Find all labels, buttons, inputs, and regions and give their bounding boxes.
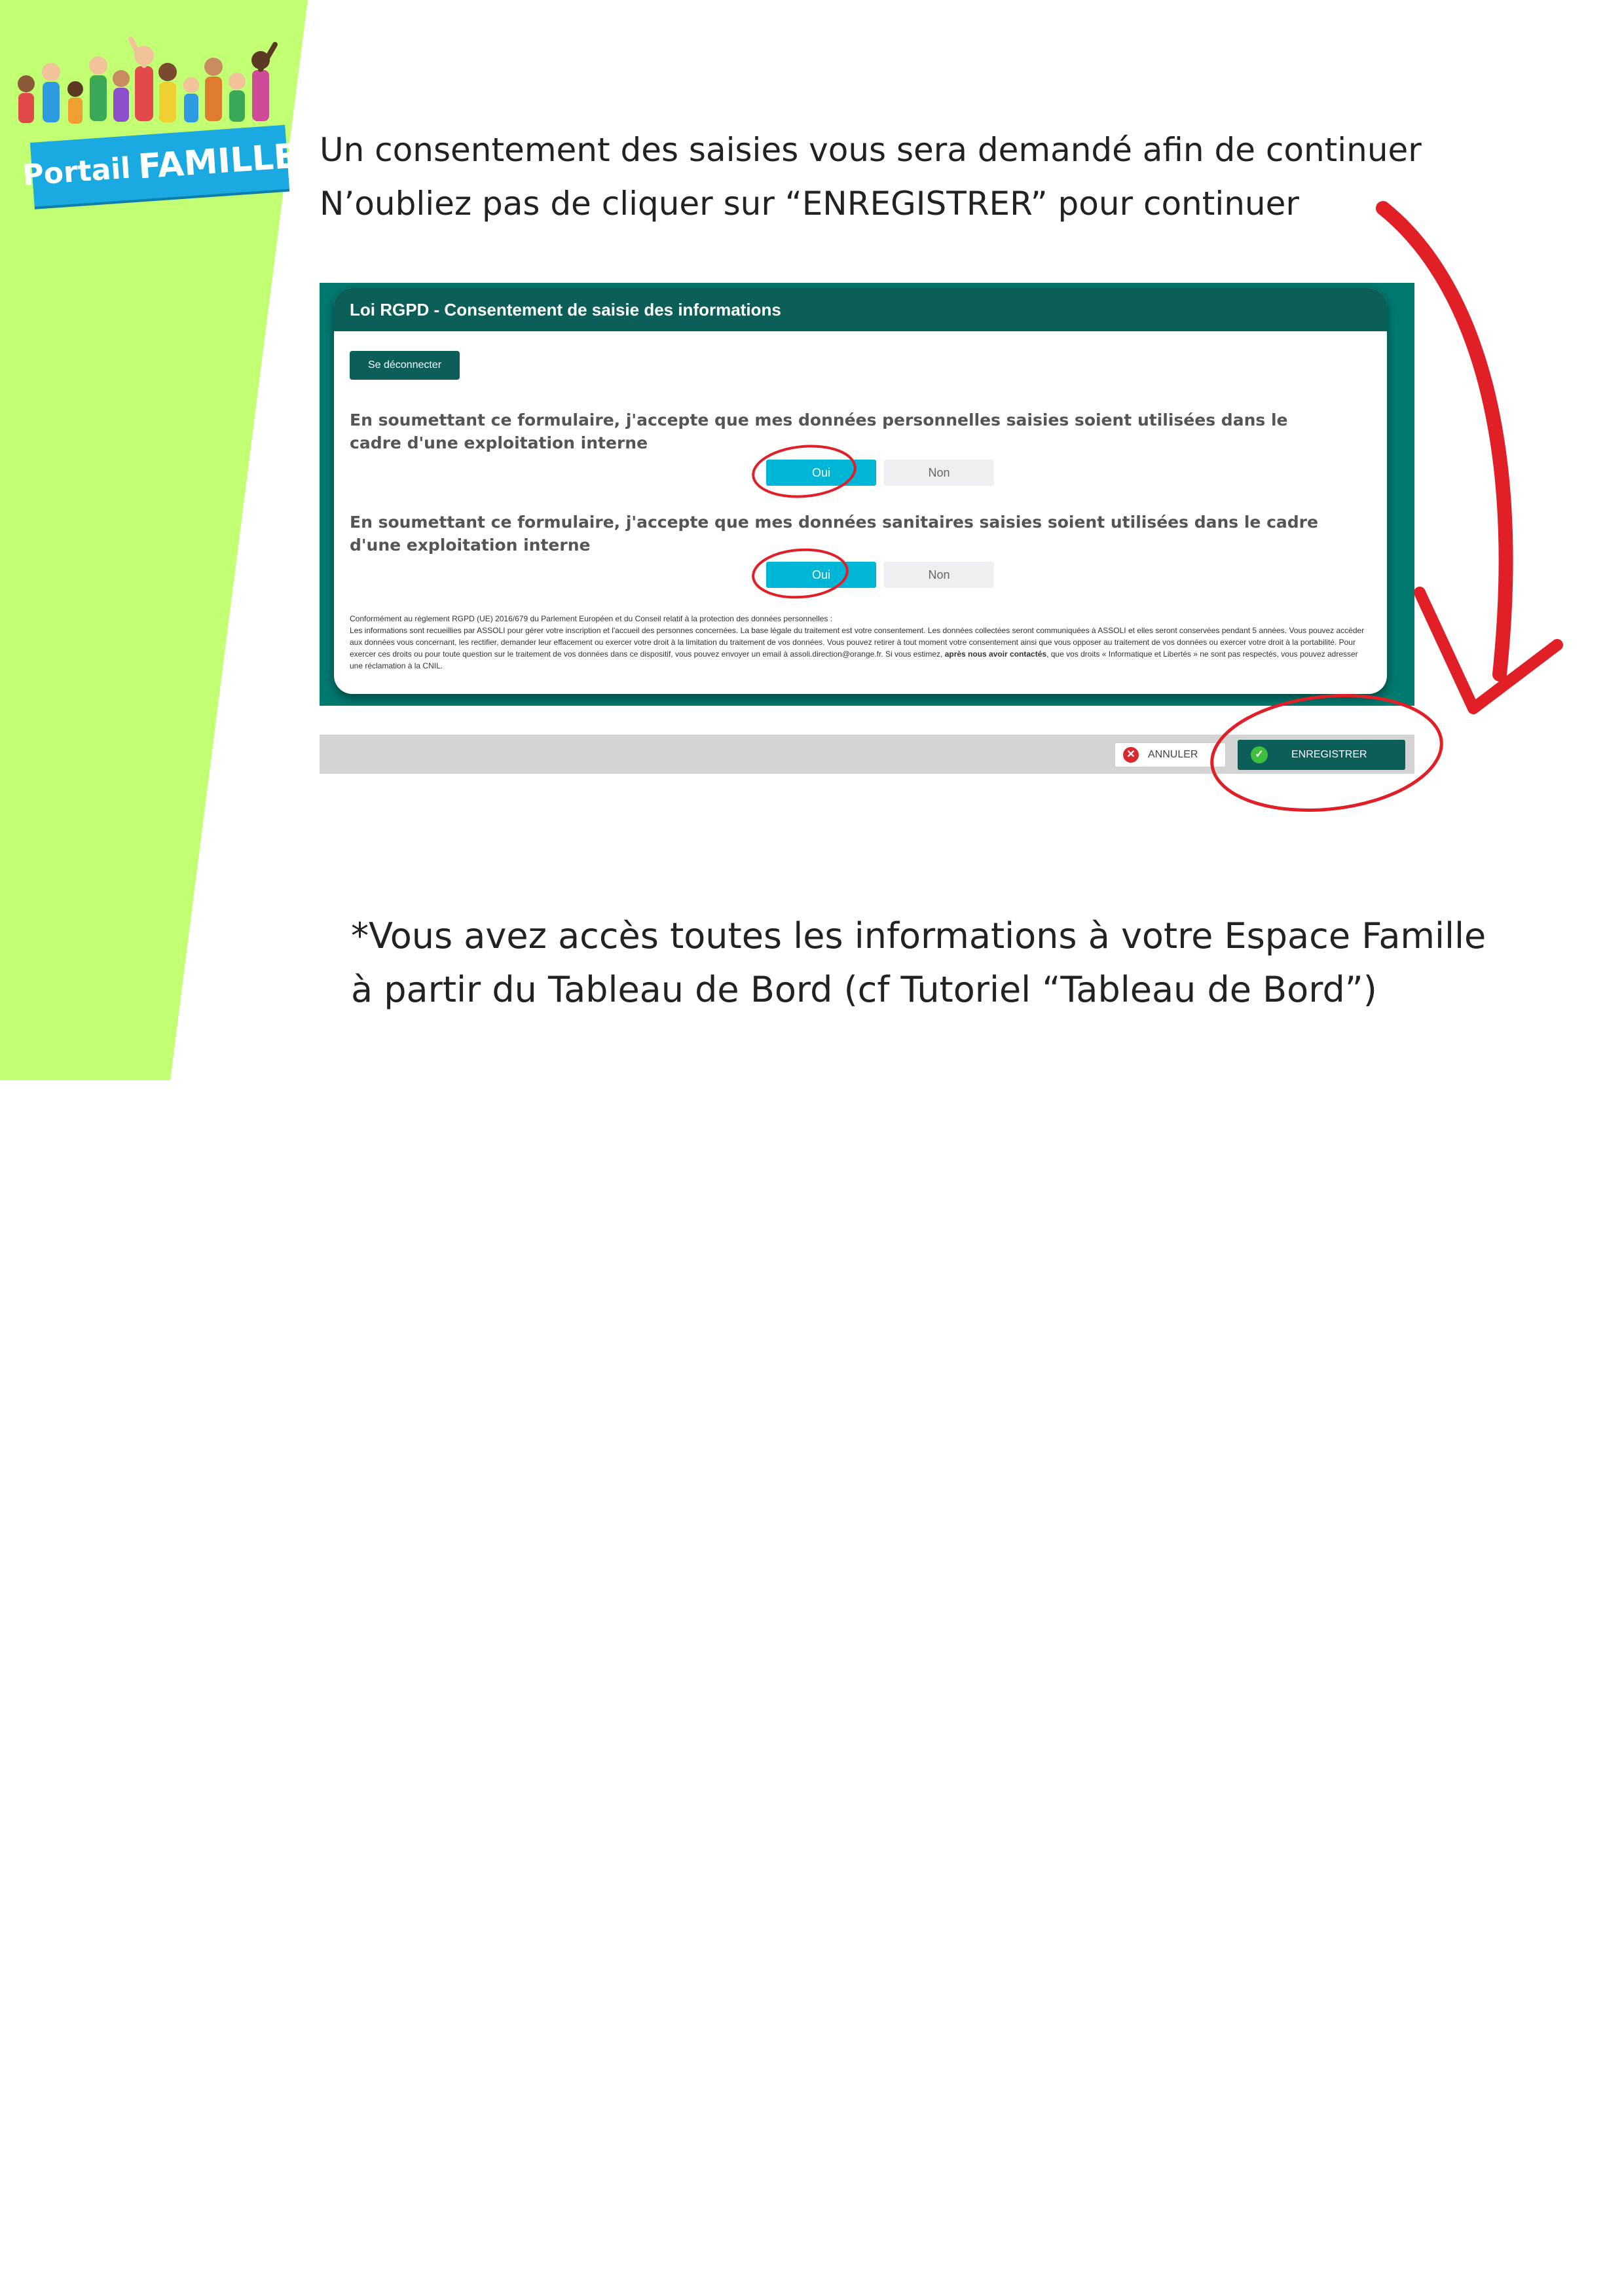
x-circle-icon: ✕	[1123, 747, 1139, 763]
consent-personal-yes-button[interactable]: Oui	[766, 460, 876, 486]
consent-health-data-text: En soumettant ce formulaire, j'accepte que mes données sanitaires saisies soient utilisées dans le cadre d'une exploitation interne	[350, 513, 1318, 555]
consent-personal-data-text: En soumettant ce formulaire, j'accepte que mes données personnelles saisies soient utilisées dans le cadre d'une exploitation interne	[350, 410, 1288, 452]
legal-notice-line-2: Les informations sont recueillies par ASSOLI pour gérer votre inscription et l'accueil des personnes concernées. La base légale du traitement est votre consentement. Les données collectées seront communiquées à ASSOLI et elles seront conservées pendant 5 années. Vous pouvez accéder aux données vous concernant, les rectifier, demander leur effacement ou exercer votre droit à la limitation du traitement de vos données. Vous pouvez retirer à tout moment votre consentement ainsi que vous opposer au traitement de vos données ou exercer votre droit à la portabilité. Pour exercer ces droits ou pour toute question sur le traitement de vos données dans ce dispositif, vous pouvez envoyer un email à assoli.direction@orange.fr. Si vous estimez,	[350, 626, 1365, 659]
cancel-button[interactable]	[1115, 742, 1226, 767]
modal-header-title: Loi RGPD - Consentement de saisie des informations	[334, 288, 1387, 331]
gdpr-legal-notice	[350, 613, 1371, 672]
rgpd-consent-modal	[334, 288, 1387, 694]
note-text-line-2: à partir du Tableau de Bord (cf Tutoriel “Tableau de Bord”)	[351, 969, 1377, 1010]
cancel-button-label: ANNULER	[1148, 749, 1198, 760]
red-arrow-head	[1420, 592, 1557, 708]
consent-health-no-button[interactable]: Non	[884, 562, 994, 588]
save-button-label: ENREGISTRER	[1291, 749, 1367, 760]
consent-health-yes-button[interactable]: Oui	[766, 562, 876, 588]
logout-button[interactable]: Se déconnecter	[350, 351, 460, 380]
save-button[interactable]	[1238, 740, 1405, 770]
legal-notice-line-1: Conformément au règlement RGPD (UE) 2016/679 du Parlement Européen et du Conseil relatif à la protection des données personnelles :	[350, 614, 833, 623]
logo-label-small: Portail	[21, 151, 132, 192]
intro-text-line-1: Un consentement des saisies vous sera demandé afin de continuer	[320, 131, 1422, 169]
note-text-line-1: *Vous avez accès toutes les informations à votre Espace Famille	[351, 915, 1486, 957]
intro-text-line-2: N’oubliez pas de cliquer sur “ENREGISTRER” pour continuer	[320, 185, 1299, 223]
logo-label-big: FAMILLE	[137, 136, 299, 187]
check-circle-icon: ✓	[1251, 746, 1268, 763]
portail-famille-logo	[13, 26, 299, 196]
legal-notice-body	[350, 625, 1371, 672]
consent-personal-no-button[interactable]: Non	[884, 460, 994, 486]
legal-notice-line-3: , que vos droits « Informatique et Libertés » ne sont pas respectés, vous pouvez adresser une réclamation à la CNIL.	[350, 649, 1358, 670]
rgpd-consent-screenshot	[320, 283, 1414, 706]
legal-notice-bold: après nous avoir contactés	[944, 649, 1047, 659]
form-footer-bar	[320, 735, 1414, 774]
